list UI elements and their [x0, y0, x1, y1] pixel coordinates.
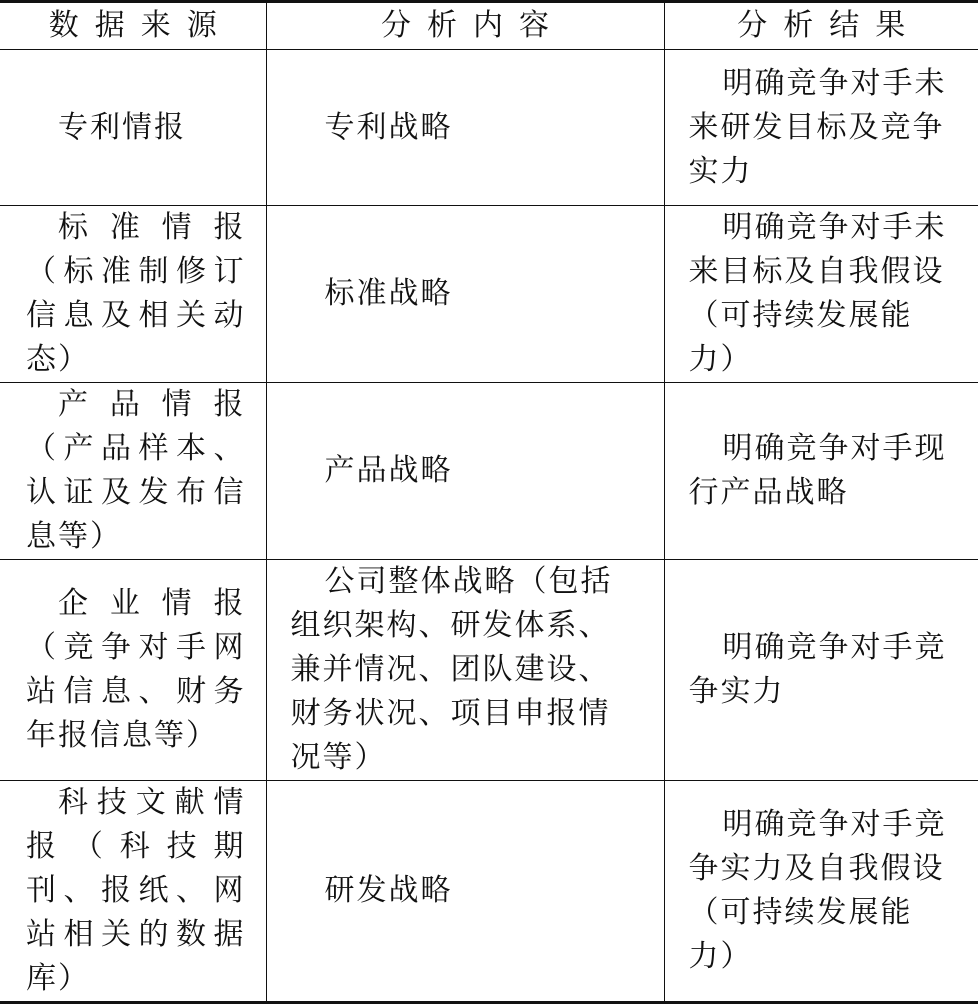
- table-row: [0, 383, 978, 560]
- header-data-source: 数据来源: [0, 2, 266, 50]
- cell-analysis-result: 明确竞争对手未来研发目标及竞争实力: [664, 50, 978, 206]
- cell-analysis-content: 研发战略: [266, 781, 664, 1003]
- header-analysis-result: 分析结果: [664, 2, 978, 50]
- cell-analysis-content: 专利战略: [266, 50, 664, 206]
- cell-analysis-content: 公司整体战略（包括组织架构、研发体系、兼并情况、团队建设、财务状况、项目申报情况等）: [266, 560, 664, 781]
- cell-analysis-result: 明确竞争对手竞争实力: [664, 560, 978, 781]
- header-row: [0, 2, 978, 50]
- cell-data-source: 科技文献情报（科技期刊、报纸、网站相关的数据库）: [0, 781, 266, 1003]
- table-row: [0, 781, 978, 1003]
- cell-analysis-content: 标准战略: [266, 206, 664, 383]
- table-row: [0, 560, 978, 781]
- table-row: [0, 206, 978, 383]
- header-analysis-content: 分析内容: [266, 2, 664, 50]
- cell-data-source: 产品情报（产品样本、认证及发布信息等）: [0, 383, 266, 560]
- cell-data-source: 专利情报: [0, 50, 266, 206]
- cell-analysis-result: 明确竞争对手未来目标及自我假设（可持续发展能力）: [664, 206, 978, 383]
- table-header: [0, 2, 978, 50]
- cell-data-source: 企业情报（竞争对手网站信息、财务年报信息等）: [0, 560, 266, 781]
- table-row: [0, 50, 978, 206]
- cell-analysis-content: 产品战略: [266, 383, 664, 560]
- table-body: [0, 50, 978, 1003]
- cell-data-source: 标准情报（标准制修订信息及相关动态）: [0, 206, 266, 383]
- cell-analysis-result: 明确竞争对手竞争实力及自我假设（可持续发展能力）: [664, 781, 978, 1003]
- cell-analysis-result: 明确竞争对手现行产品战略: [664, 383, 978, 560]
